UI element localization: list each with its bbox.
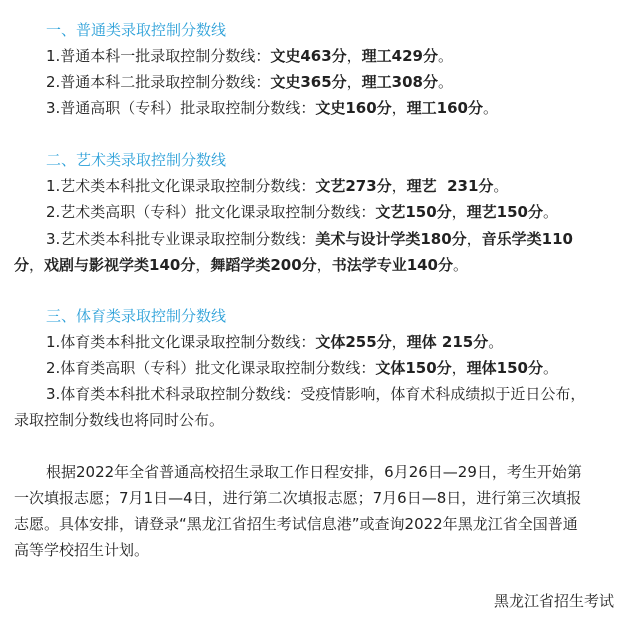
text-line <box>46 98 498 118</box>
score-value: 理艺150分 <box>466 203 543 221</box>
score-value: 理工429分 <box>361 47 438 65</box>
line-prefix: 3.普通高职（专科）批录取控制分数线： <box>46 99 316 117</box>
score-value: 文史463分 <box>270 47 347 65</box>
line-prefix: 1.体育类本科批文化课录取控制分数线： <box>46 333 316 351</box>
text-line: 录取控制分数线也将同时公布。 <box>14 411 225 429</box>
score-value: 文艺273分 <box>315 177 392 195</box>
paragraph-line: 一次填报志愿；7月1日—4日，进行第二次填报志愿；7月6日—8日，进行第三次填报 <box>14 489 582 507</box>
section-title-regular: 一、普通类录取控制分数线 <box>46 21 227 39</box>
score-value: 戏剧与影视学类140分 <box>44 256 196 274</box>
signature-org: 黑龙江省招生考试 <box>493 592 614 610</box>
separator: ， <box>391 99 407 117</box>
separator: ， <box>346 73 362 91</box>
separator: ， <box>451 359 467 377</box>
score-value: 文体150分 <box>375 359 452 377</box>
section-title-art: 二、艺术类录取控制分数线 <box>46 151 227 169</box>
separator: ， <box>451 203 467 221</box>
score-value: 文史160分 <box>315 99 392 117</box>
score-value: 分 <box>14 256 30 274</box>
separator: ， <box>346 47 362 65</box>
score-value: 美术与设计学类180分 <box>315 230 467 248</box>
line-suffix: 。 <box>482 99 498 117</box>
separator: ， <box>29 256 45 274</box>
text-line <box>46 46 453 66</box>
score-value: 书法学专业140分 <box>331 256 453 274</box>
text-line <box>14 255 468 275</box>
line-prefix: 1.艺术类本科批文化课录取控制分数线： <box>46 177 316 195</box>
line-suffix: 。 <box>453 256 469 274</box>
text-line: 3.体育类本科批术科录取控制分数线：受疫情影响，体育术科成绩拟于近日公布， <box>46 385 586 403</box>
separator: ， <box>391 333 407 351</box>
paragraph-line: 根据2022年全省普通高校招生录取工作日程安排，6月26日—29日，考生开始第 <box>46 463 582 481</box>
score-value: 音乐学类110 <box>481 230 573 248</box>
text-line <box>46 176 508 196</box>
line-suffix: 。 <box>437 73 453 91</box>
line-prefix: 3.艺术类本科批专业课录取控制分数线： <box>46 230 316 248</box>
text-line <box>46 72 453 92</box>
separator: ， <box>195 256 211 274</box>
score-value: 文史365分 <box>270 73 347 91</box>
separator: ， <box>316 256 332 274</box>
line-prefix: 2.体育类高职（专科）批文化课录取控制分数线： <box>46 359 376 377</box>
line-suffix: 。 <box>493 177 509 195</box>
text-line <box>46 202 558 222</box>
score-value: 文艺150分 <box>375 203 452 221</box>
text-line <box>46 358 558 378</box>
score-value: 理体 215分 <box>406 333 489 351</box>
section-title-sports: 三、体育类录取控制分数线 <box>46 307 227 325</box>
score-value: 舞蹈学类200分 <box>210 256 317 274</box>
text-line <box>46 229 573 249</box>
paragraph-line: 高等学校招生计划。 <box>14 541 150 559</box>
line-suffix: 。 <box>437 47 453 65</box>
line-prefix: 2.普通本科二批录取控制分数线： <box>46 73 271 91</box>
score-value: 理体150分 <box>466 359 543 377</box>
line-prefix: 1.普通本科一批录取控制分数线： <box>46 47 271 65</box>
line-suffix: 。 <box>542 203 558 221</box>
text-line <box>46 332 503 352</box>
score-value: 理工160分 <box>406 99 483 117</box>
line-suffix: 。 <box>542 359 558 377</box>
separator: ， <box>391 177 407 195</box>
score-value: 理工308分 <box>361 73 438 91</box>
separator: ， <box>466 230 482 248</box>
score-value: 理艺 231分 <box>406 177 494 195</box>
score-value: 文体255分 <box>315 333 392 351</box>
line-suffix: 。 <box>488 333 504 351</box>
paragraph-line: 志愿。具体安排，请登录“黑龙江省招生考试信息港”或查询2022年黑龙江省全国普通 <box>14 515 578 533</box>
line-prefix: 2.艺术类高职（专科）批文化课录取控制分数线： <box>46 203 376 221</box>
